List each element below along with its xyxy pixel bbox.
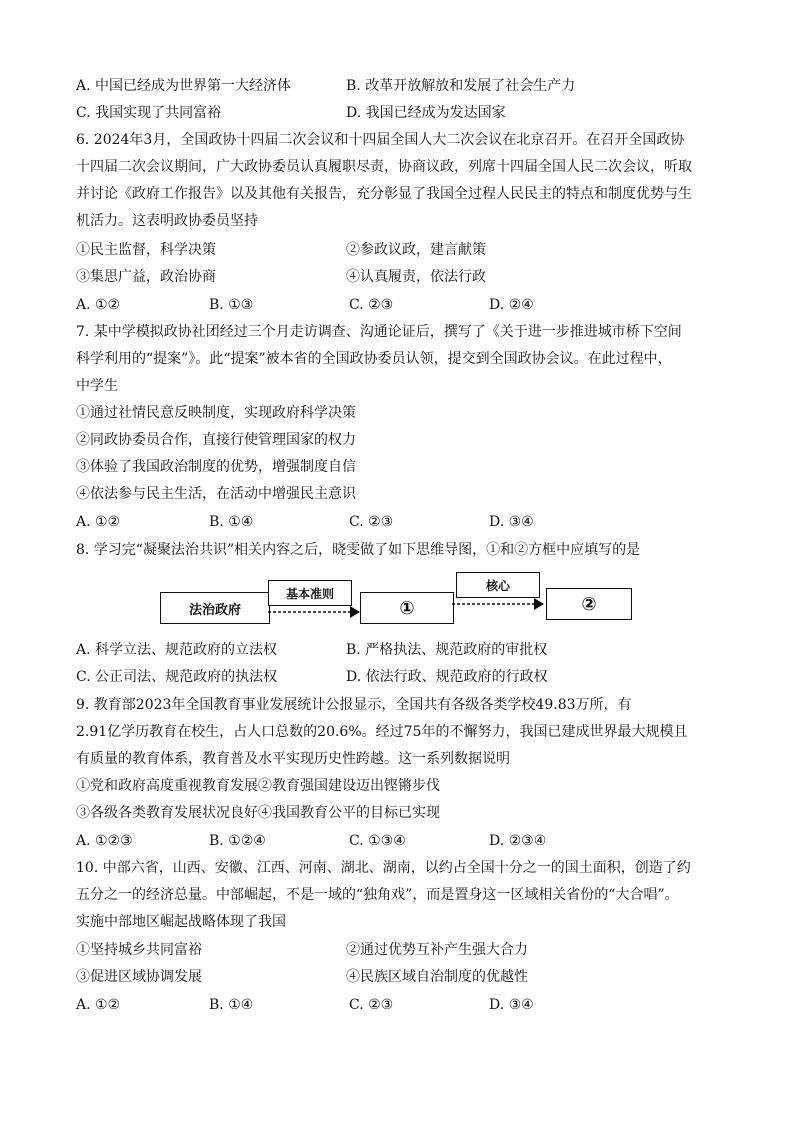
- q9-stem-line-1: 9. 教育部2023年全国教育事业发展统计公报显示，全国共有各级各类学校49.83万所，有: [76, 697, 632, 713]
- q8-option-d[interactable]: D. 依法行政、规范政府的行政权: [346, 669, 548, 685]
- q8-option-a[interactable]: A. 科学立法、规范政府的立法权: [76, 642, 278, 658]
- q7-choice-c[interactable]: C. ②③: [349, 514, 394, 530]
- q7-item-2: ②同政协委员合作，直接行使管理国家的权力: [76, 432, 356, 448]
- q9-stem-line-3: 有质量的教育体系，教育普及水平实现历史性跨越。这一系列数据说明: [76, 751, 510, 767]
- q10-stem-line-2: 五分之一的经济总量。中部崛起，不是一域的“独角戏”，而是置身这一区域相关省份的“大合唱”。: [76, 887, 679, 903]
- q9-items-row-2: ③各级各类教育发展状况良好④我国教育公平的目标已实现: [76, 805, 440, 821]
- q8-option-c[interactable]: C. 公正司法、规范政府的执法权: [76, 669, 278, 685]
- q10-item-3: ③促进区域协调发展: [76, 969, 202, 985]
- q6-stem-line-2: 十四届二次会议期间，广大政协委员认真履职尽责，协商议政，列席十四届全国人民二次会议，听取: [76, 159, 692, 175]
- q6-item-1: ①民主监督，科学决策: [76, 242, 216, 258]
- mind-map-box-blank-1: ①: [360, 592, 454, 624]
- q6-choice-b[interactable]: B. ①③: [209, 297, 254, 313]
- q10-stem-line-1: 10. 中部六省，山西、安徽、江西、河南、湖北、湖南，以约占全国十分之一的国土面积，创造了约: [76, 860, 691, 876]
- mind-map-box-blank-2: ②: [546, 588, 632, 620]
- arrow-right-icon: [452, 596, 544, 612]
- q7-choice-a[interactable]: A. ①②: [76, 514, 121, 530]
- q6-choice-a[interactable]: A. ①②: [76, 297, 121, 313]
- q5-option-b: B. 改革开放解放和发展了社会生产力: [346, 78, 576, 94]
- arrow-right-icon: [268, 604, 360, 620]
- q9-items-row-1: ①党和政府高度重视教育发展②教育强国建设迈出铿锵步伐: [76, 778, 440, 794]
- q6-choice-d[interactable]: D. ②④: [489, 297, 534, 313]
- q5-option-a: A. 中国已经成为世界第一大经济体: [76, 78, 292, 94]
- q10-item-1: ①坚持城乡共同富裕: [76, 942, 202, 958]
- q6-stem-line-3: 并讨论《政府工作报告》以及其他有关报告，充分彰显了我国全过程人民民主的特点和制度优势与生: [76, 186, 692, 202]
- q10-item-2: ②通过优势互补产生强大合力: [346, 942, 528, 958]
- mind-map-box-rule-of-law-government: 法治政府: [160, 592, 270, 624]
- q7-stem-line-2: 科学利用的“提案”》。此“提案”被本省的全国政协委员认领，提交到全国政协会议。在此过程中，: [76, 351, 672, 367]
- q6-item-4: ④认真履责，依法行政: [346, 269, 486, 285]
- q6-item-2: ②参政议政，建言献策: [346, 242, 486, 258]
- q9-stem-line-2: 2.91亿学历教育在校生，占人口总数的20.6%。经过75年的不懈努力，我国已建成世界最大规模且: [76, 724, 688, 740]
- q5-option-d: D. 我国已经成为发达国家: [346, 105, 506, 121]
- mind-map-label-core: 核心: [456, 572, 540, 598]
- q7-stem-line-3: 中学生: [76, 378, 118, 394]
- q8-stem: 8. 学习完“凝聚法治共识”相关内容之后，晓雯做了如下思维导图，①和②方框中应填写的是: [76, 542, 641, 558]
- q9-choice-a[interactable]: A. ①②③: [76, 833, 133, 849]
- q7-item-1: ①通过社情民意反映制度，实现政府科学决策: [76, 405, 356, 421]
- q6-item-3: ③集思广益，政治协商: [76, 269, 216, 285]
- q10-choice-d[interactable]: D. ③④: [489, 997, 534, 1013]
- q5-option-c: C. 我国实现了共同富裕: [76, 105, 222, 121]
- q6-stem-line-1: 6. 2024年3月，全国政协十四届二次会议和十四届全国人大二次会议在北京召开。在召开全国政协: [76, 132, 685, 148]
- q10-choice-a[interactable]: A. ①②: [76, 997, 121, 1013]
- q7-item-4: ④依法参与民主生活，在活动中增强民主意识: [76, 486, 356, 502]
- q10-stem-line-3: 实施中部地区崛起战略体现了我国: [76, 914, 286, 930]
- q9-choice-d[interactable]: D. ②③④: [489, 833, 547, 849]
- q7-choice-b[interactable]: B. ①④: [209, 514, 254, 530]
- mind-map-label-basic-principle: 基本准则: [268, 580, 352, 606]
- q8-mind-map: [160, 570, 630, 640]
- q7-item-3: ③体验了我国政治制度的优势，增强制度自信: [76, 459, 356, 475]
- q7-stem-line-1: 7. 某中学模拟政协社团经过三个月走访调查、沟通论证后，撰写了《关于进一步推进城市桥下空间: [76, 324, 682, 340]
- q7-choice-d[interactable]: D. ③④: [489, 514, 534, 530]
- q10-item-4: ④民族区域自治制度的优越性: [346, 969, 528, 985]
- q9-choice-b[interactable]: B. ①②④: [209, 833, 266, 849]
- q10-choice-b[interactable]: B. ①④: [209, 997, 254, 1013]
- q6-stem-line-4: 机活力。这表明政协委员坚持: [76, 213, 258, 229]
- q8-option-b[interactable]: B. 严格执法、规范政府的审批权: [346, 642, 548, 658]
- q10-choice-c[interactable]: C. ②③: [349, 997, 394, 1013]
- q9-choice-c[interactable]: C. ①③④: [349, 833, 406, 849]
- q6-choice-c[interactable]: C. ②③: [349, 297, 394, 313]
